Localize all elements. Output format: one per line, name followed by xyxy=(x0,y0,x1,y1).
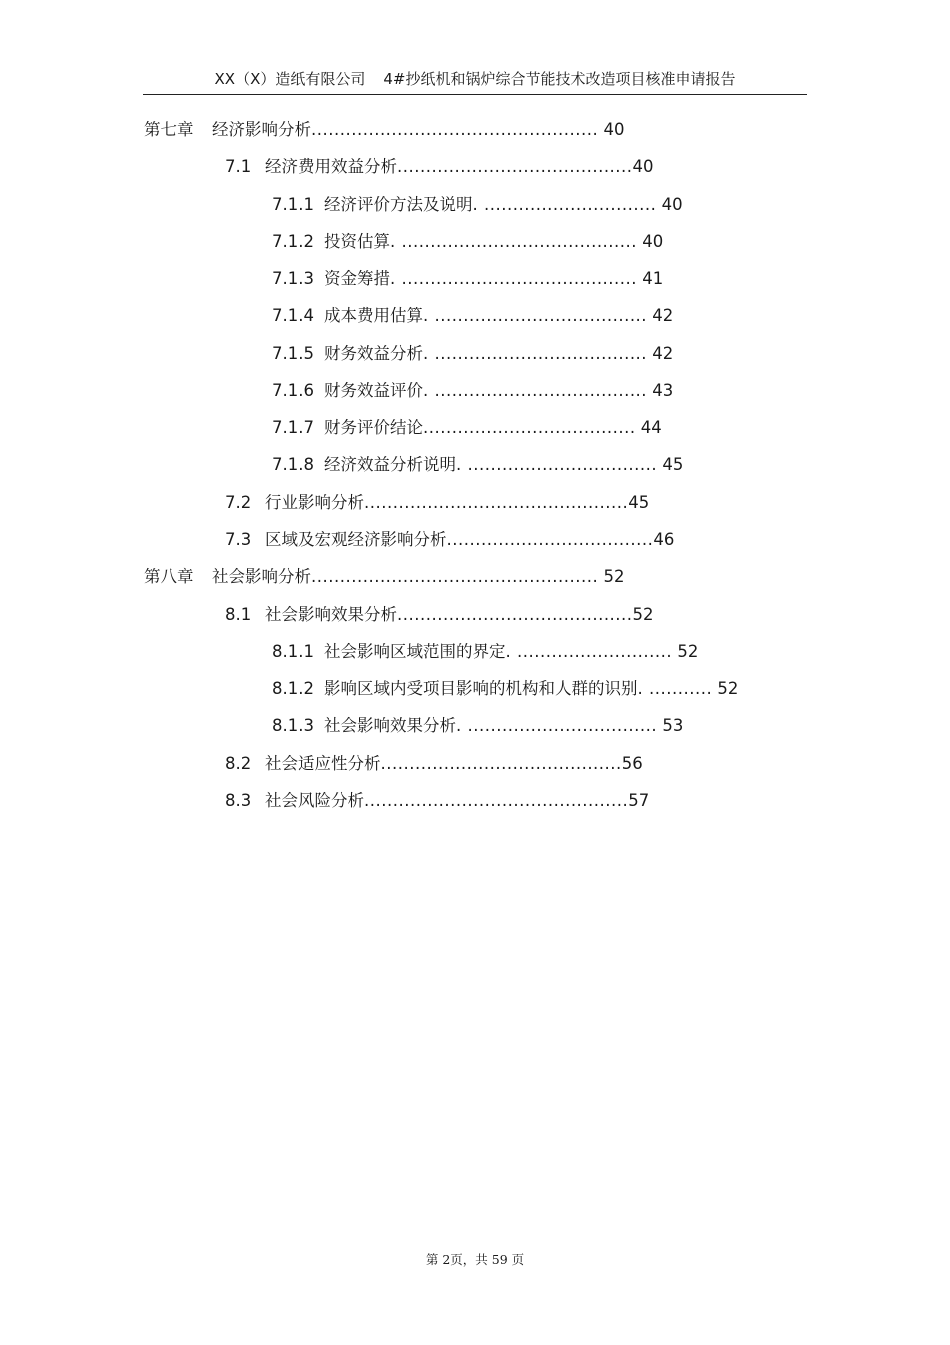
toc-entry-number: 7.1.8 xyxy=(272,455,314,474)
toc-entry-7-2[interactable] xyxy=(225,492,649,514)
footer-current-page: 2 xyxy=(442,1252,451,1267)
toc-entry-number: 第八章 xyxy=(144,567,194,586)
footer-suffix: 页 xyxy=(507,1252,525,1267)
toc-entry-leader: . ................................. xyxy=(456,455,658,474)
toc-entry-leader: . ......................................... xyxy=(390,269,638,288)
toc-entry-number: 7.1.6 xyxy=(272,381,314,400)
toc-entry-7-1-8[interactable] xyxy=(272,454,683,476)
toc-entry-page: 52 xyxy=(632,605,654,624)
toc-entry-8-2[interactable] xyxy=(225,753,643,775)
toc-entry-page: 52 xyxy=(598,567,625,586)
toc-entry-label: 成本费用估算 xyxy=(324,306,423,325)
toc-entry-leader: . ................................. xyxy=(456,716,658,735)
toc-entry-page: 40 xyxy=(598,120,625,139)
toc-entry-chapter-8[interactable] xyxy=(144,566,625,588)
toc-entry-8-3[interactable] xyxy=(225,790,649,812)
footer-total-pages: 59 xyxy=(491,1252,508,1267)
toc-entry-number: 第七章 xyxy=(144,120,194,139)
toc-entry-8-1-2[interactable] xyxy=(272,678,738,700)
toc-entry-page: 45 xyxy=(657,455,684,474)
toc-entry-number: 7.2 xyxy=(225,493,252,512)
toc-entry-7-3[interactable] xyxy=(225,529,674,551)
toc-entry-number: 8.1.2 xyxy=(272,679,314,698)
toc-entry-page: 43 xyxy=(647,381,674,400)
toc-entry-chapter-7[interactable] xyxy=(144,119,625,141)
toc-entry-label: 财务评价结论 xyxy=(324,418,423,437)
page-header xyxy=(143,68,807,95)
toc-entry-page: 57 xyxy=(628,791,650,810)
header-title: 4#抄纸机和锅炉综合节能技术改造项目核准申请报告 xyxy=(383,70,736,88)
footer-prefix: 第 xyxy=(425,1252,443,1267)
toc-entry-leader: . ........... xyxy=(637,679,713,698)
toc-entry-page: 52 xyxy=(712,679,739,698)
toc-entry-leader: .................................................. xyxy=(311,567,599,586)
toc-entry-number: 8.1.3 xyxy=(272,716,314,735)
toc-entry-label: 财务效益分析 xyxy=(324,344,423,363)
toc-entry-label: 资金筹措 xyxy=(324,269,390,288)
toc-entry-7-1-5[interactable] xyxy=(272,343,673,365)
toc-entry-page: 53 xyxy=(657,716,684,735)
toc-entry-page: 42 xyxy=(647,344,674,363)
toc-entry-label: 社会影响效果分析 xyxy=(265,605,397,624)
toc-entry-label: 财务效益评价 xyxy=(324,381,423,400)
toc-entry-leader: . .............................. xyxy=(472,195,657,214)
toc-entry-label: 社会风险分析 xyxy=(265,791,364,810)
toc-entry-7-1-3[interactable] xyxy=(272,268,663,290)
toc-entry-page: 56 xyxy=(621,754,643,773)
toc-entry-page: 40 xyxy=(632,157,654,176)
toc-entry-label: 社会适应性分析 xyxy=(265,754,381,773)
toc-entry-number: 7.1 xyxy=(225,157,252,176)
toc-entry-leader: .......................................... xyxy=(380,754,622,773)
toc-entry-page: 40 xyxy=(656,195,683,214)
toc-entry-label: 经济效益分析说明 xyxy=(324,455,456,474)
toc-entry-label: 经济评价方法及说明 xyxy=(324,195,473,214)
toc-entry-leader: .............................................. xyxy=(364,791,629,810)
header-company: XX（X）造纸有限公司 xyxy=(214,70,366,88)
toc-entry-label: 社会影响区域范围的界定 xyxy=(324,642,506,661)
toc-entry-7-1-4[interactable] xyxy=(272,305,673,327)
toc-entry-8-1-1[interactable] xyxy=(272,641,698,663)
toc-entry-number: 7.1.5 xyxy=(272,344,314,363)
toc-entry-page: 40 xyxy=(637,232,664,251)
toc-entry-leader: . ..................................... xyxy=(423,306,648,325)
toc-entry-label: 投资估算 xyxy=(324,232,390,251)
toc-entry-leader: .................................... xyxy=(446,530,654,549)
toc-entry-page: 46 xyxy=(653,530,675,549)
toc-entry-number: 8.2 xyxy=(225,754,252,773)
toc-entry-page: 45 xyxy=(628,493,650,512)
toc-entry-label: 行业影响分析 xyxy=(265,493,364,512)
toc-entry-label: 区域及宏观经济影响分析 xyxy=(265,530,447,549)
toc-entry-page: 42 xyxy=(647,306,674,325)
toc-entry-label: 社会影响分析 xyxy=(212,567,311,586)
toc-entry-page: 41 xyxy=(637,269,664,288)
toc-entry-number: 7.3 xyxy=(225,530,252,549)
toc-entry-leader: ..................................... xyxy=(423,418,636,437)
footer-middle: 页，共 xyxy=(450,1252,488,1267)
toc-entry-leader: ......................................... xyxy=(397,157,633,176)
toc-entry-label: 社会影响效果分析 xyxy=(324,716,456,735)
toc-entry-number: 7.1.3 xyxy=(272,269,314,288)
toc-entry-leader: . ..................................... xyxy=(423,381,648,400)
page-footer xyxy=(0,1250,950,1268)
toc-entry-number: 8.1.1 xyxy=(272,642,314,661)
toc-entry-leader: . ......................................... xyxy=(390,232,638,251)
toc-entry-page: 52 xyxy=(672,642,699,661)
toc-entry-number: 7.1.7 xyxy=(272,418,314,437)
toc-entry-number: 7.1.1 xyxy=(272,195,314,214)
toc-entry-number: 8.1 xyxy=(225,605,252,624)
toc-entry-leader: . ........................... xyxy=(505,642,673,661)
toc-entry-8-1-3[interactable] xyxy=(272,715,683,737)
toc-entry-7-1-7[interactable] xyxy=(272,417,662,439)
toc-entry-leader: .................................................. xyxy=(311,120,599,139)
toc-entry-7-1-2[interactable] xyxy=(272,231,663,253)
toc-entry-number: 7.1.4 xyxy=(272,306,314,325)
toc-entry-leader: .............................................. xyxy=(364,493,629,512)
toc-entry-number: 8.3 xyxy=(225,791,252,810)
toc-entry-leader: ......................................... xyxy=(397,605,633,624)
toc-entry-8-1[interactable] xyxy=(225,604,654,626)
toc-entry-7-1-6[interactable] xyxy=(272,380,673,402)
toc-entry-label: 经济费用效益分析 xyxy=(265,157,397,176)
toc-entry-leader: . ..................................... xyxy=(423,344,648,363)
toc-entry-7-1-1[interactable] xyxy=(272,194,683,216)
toc-entry-number: 7.1.2 xyxy=(272,232,314,251)
toc-entry-label: 影响区域内受项目影响的机构和人群的识别 xyxy=(324,679,638,698)
toc-entry-page: 44 xyxy=(635,418,662,437)
toc-entry-label: 经济影响分析 xyxy=(212,120,311,139)
toc-entry-7-1[interactable] xyxy=(225,156,654,178)
